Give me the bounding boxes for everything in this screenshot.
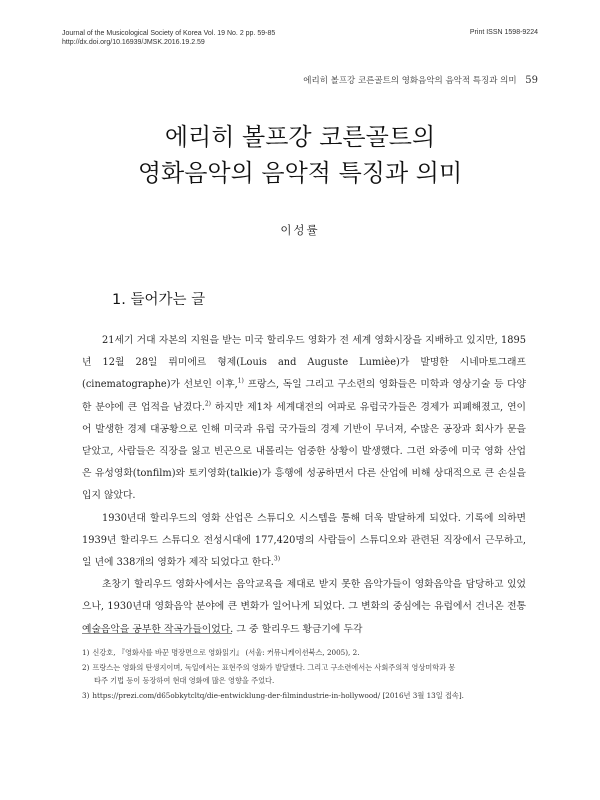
section-heading: 1. 들어가는 글 xyxy=(112,292,206,308)
doi-link[interactable]: http://dx.doi.org/10.16939/JMSK.2016.19.2.59 xyxy=(62,39,205,46)
footnote-1 xyxy=(82,647,526,659)
footnote-ref-2[interactable]: 2) xyxy=(204,400,211,408)
paragraph-text: 하지만 제1차 세계대전의 여파로 유럽국가들은 경제가 피폐해졌고, 연이어 발생한 경제 대공황으로 인해 미국과 유럽 국가들의 경제 기반이 무너져, 수많은 공장과 회사가 문을 닫았고, 사람들은 직장을 잃고 빈곤으로 내몰리는 엄중한 상황이 발생했다. 그런 와중에 미국 영화 산업은 유성영화(tonfilm)와 토키영화(talkie)가 흥행에 성공하면서 다른 산업에 비해 상대적으로 큰 손실을 입지 않았다. xyxy=(82,401,526,502)
paragraph-3: 초창기 할리우드 영화사에서는 음악교육을 제대로 받지 못한 음악가들이 영화음악을 담당하고 있었으나, 1930년대 영화음악 분야에 큰 변화가 일어나게 되었다. 그 변화의 중심에는 유럽에서 건너온 전통 예술음악을 공부한 작곡가들이었다. 그 중 할리우드 황금기에 두각 xyxy=(82,579,526,635)
article-title-line-2: 영화음악의 음악적 특징과 의미 xyxy=(137,159,463,187)
footnotes xyxy=(82,647,526,705)
footnote-number: 2) xyxy=(82,663,90,673)
journal-citation: Journal of the Musicological Society of Korea Vol. 19 No. 2 pp. 59-85 xyxy=(62,30,276,37)
footnote-url[interactable]: https://prezi.com/d65obkytcltq/die-entwicklung-der-filmindustrie-in-hollywood/ [2016년 3월 13일 접속]. xyxy=(92,690,464,700)
footnote-number: 1) xyxy=(82,648,90,657)
body-text xyxy=(82,330,526,641)
footnote-text-continued: 타주 기법 등이 등장하여 현대 영화에 많은 영향을 주었다. xyxy=(94,675,275,685)
paragraph-text: 1930년대 할리우드의 영화 산업은 스튜디오 시스템을 통해 더욱 발달하게 되었다. 기록에 의하면 1939년 할리우드 스튜디오 전성시대에 177,420명의 사람들이 스튜디오와 관련된 직장에서 근무하고, 일 년에 338개의 영화가 제작 되었다고 한다. xyxy=(82,512,526,569)
article-title-line-1: 에리히 볼프강 코른골트의 xyxy=(164,123,436,151)
paragraph-2 xyxy=(82,508,526,575)
author-name: 이성률 xyxy=(280,223,320,237)
footnote-text: 신강호, 『영화사를 바꾼 명장면으로 영화읽기』 (서울: 커뮤니케이션북스, 2005), 2. xyxy=(92,648,360,657)
paragraph-1 xyxy=(82,330,526,508)
page-number: 59 xyxy=(525,75,538,86)
running-head xyxy=(303,74,538,86)
footnote-3 xyxy=(82,690,526,702)
running-title: 에리히 볼프강 코른골트의 영화음악의 음악적 특징과 의미 xyxy=(303,76,517,86)
footnote-ref-1[interactable]: 1) xyxy=(237,378,244,386)
footnote-ref-3[interactable]: 3) xyxy=(273,555,281,563)
paragraph-text: 프랑스, 독일 그리고 구소련의 영화들은 미학과 영상기술 등 다양한 분야에 큰 업적을 남겼다. xyxy=(82,379,527,413)
issn: Print ISSN 1598-9224 xyxy=(469,29,538,36)
paragraph-text: 21세기 거대 자본의 지원을 받는 미국 할리우드 영화가 전 세계 영화시장을 지배하고 있지만, 1895년 12월 28일 뤼미에르 형제(Louis and Auguste Lumièe)가 발명한 시네마토그래프(cinematographe)가 선보인 이후, xyxy=(82,335,526,391)
footnote-divider xyxy=(82,633,232,634)
footnote-2 xyxy=(82,662,526,687)
journal-meta xyxy=(62,29,275,47)
footnote-text: 프랑스는 영화의 탄생지이며, 독일에서는 표현주의 영화가 발달했다. 그리고 구소련에서는 사회주의적 영상미학과 몽 xyxy=(92,663,456,673)
footnote-number: 3) xyxy=(82,690,90,700)
